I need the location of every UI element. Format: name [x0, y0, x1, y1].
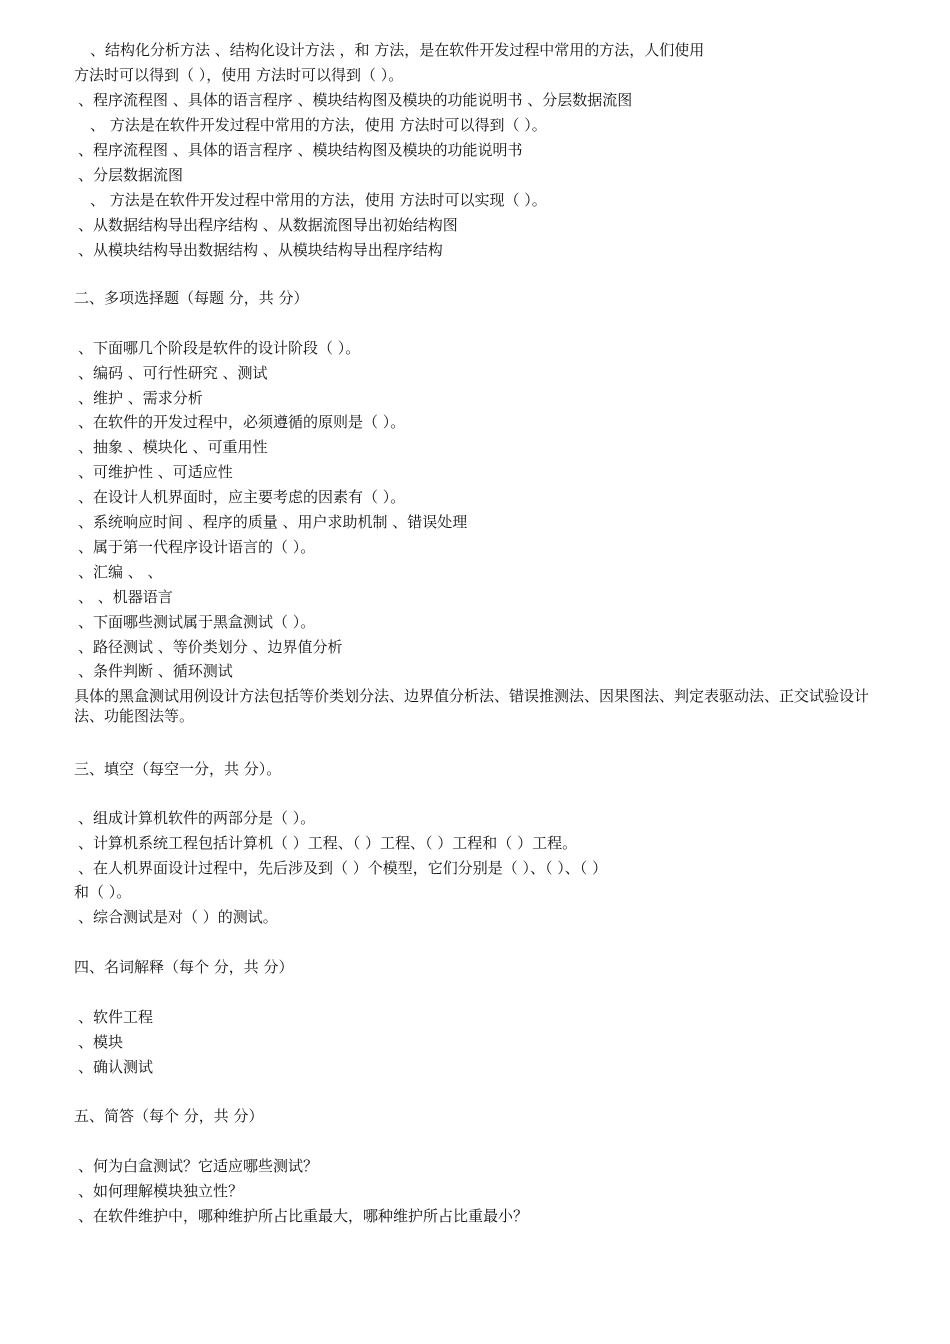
list-item: 、在设计人机界面时，应主要考虑的因素有（ ）。 — [78, 488, 406, 506]
list-item: 、抽象 、模块化 、可重用性 — [78, 438, 268, 456]
question-options: 、分层数据流图 — [78, 166, 184, 184]
list-item: 、在人机界面设计过程中，先后涉及到（ ）个模型，它们分别是（ ）、（ ）、（ ） — [78, 859, 608, 877]
question-structured-methods: 、结构化分析方法 、结构化设计方法 ，和 方法，是在软件开发过程中常用的方法，人们使用 — [90, 41, 705, 59]
list-item: 、软件工程 — [78, 1008, 154, 1026]
list-item: 、汇编 、 、 — [78, 563, 163, 581]
section-heading-fill-in: 三、填空（每空一分，共 分）。 — [74, 760, 282, 778]
list-item: 、确认测试 — [78, 1058, 154, 1076]
question-options: 、从数据结构导出程序结构 、从数据流图导出初始结构图 — [78, 216, 458, 234]
list-item: 、可维护性 、可适应性 — [78, 463, 233, 481]
list-item: 、组成计算机软件的两部分是（ ）。 — [78, 809, 316, 827]
list-item: 、维护 、需求分析 — [78, 389, 203, 407]
list-item: 、如何理解模块独立性？ — [78, 1182, 244, 1200]
list-item: 、下面哪几个阶段是软件的设计阶段（ ）。 — [78, 339, 361, 357]
list-item: 、 、机器语言 — [78, 588, 173, 606]
list-item: 、综合测试是对（ ）的测试。 — [78, 908, 278, 926]
blackbox-methods-note: 具体的黑盒测试用例设计方法包括等价类划分法、边界值分析法、错误推测法、因果图法、判定表驱动法、正交试验设计法、功能图法等。 — [74, 687, 870, 725]
question-method-achieve: 、 方法是在软件开发过程中常用的方法，使用 方法时可以实现（ ）。 — [90, 191, 547, 209]
list-item: 、何为白盒测试？它适应哪些测试？ — [78, 1157, 319, 1175]
list-item: 、系统响应时间 、程序的质量 、用户求助机制 、错误处理 — [78, 513, 468, 531]
question-method-result: 、 方法是在软件开发过程中常用的方法，使用 方法时可以得到（ ）。 — [90, 116, 547, 134]
list-item: 、条件判断 、循环测试 — [78, 662, 233, 680]
question-options: 、程序流程图 、具体的语言程序 、模块结构图及模块的功能说明书 — [78, 141, 523, 159]
list-item: 、模块 — [78, 1033, 124, 1051]
list-item: 、路径测试 、等价类划分 、边界值分析 — [78, 638, 343, 656]
section-heading-definitions: 四、名词解释（每个 分，共 分） — [74, 958, 294, 976]
list-item: 、在软件维护中，哪种维护所占比重最大，哪种维护所占比重最小？ — [78, 1207, 529, 1225]
question-structured-methods-cont: 方法时可以得到（ ），使用 方法时可以得到（ ）。 — [74, 66, 404, 84]
list-item: 、属于第一代程序设计语言的（ ）。 — [78, 538, 316, 556]
list-item: 、编码 、可行性研究 、测试 — [78, 364, 268, 382]
list-item: 、计算机系统工程包括计算机（ ）工程、（ ）工程、（ ）工程和（ ）工程。 — [78, 834, 578, 852]
list-item: 和（ ）。 — [74, 883, 132, 901]
list-item: 、在软件的开发过程中，必须遵循的原则是（ ）。 — [78, 413, 406, 431]
section-heading-multiple-choice: 二、多项选择题（每题 分，共 分） — [74, 289, 309, 307]
question-options: 、程序流程图 、具体的语言程序 、模块结构图及模块的功能说明书 、分层数据流图 — [78, 91, 633, 109]
section-heading-short-answer: 五、简答（每个 分，共 分） — [74, 1107, 264, 1125]
question-options: 、从模块结构导出数据结构 、从模块结构导出程序结构 — [78, 241, 443, 259]
list-item: 、下面哪些测试属于黑盒测试（ ）。 — [78, 613, 316, 631]
